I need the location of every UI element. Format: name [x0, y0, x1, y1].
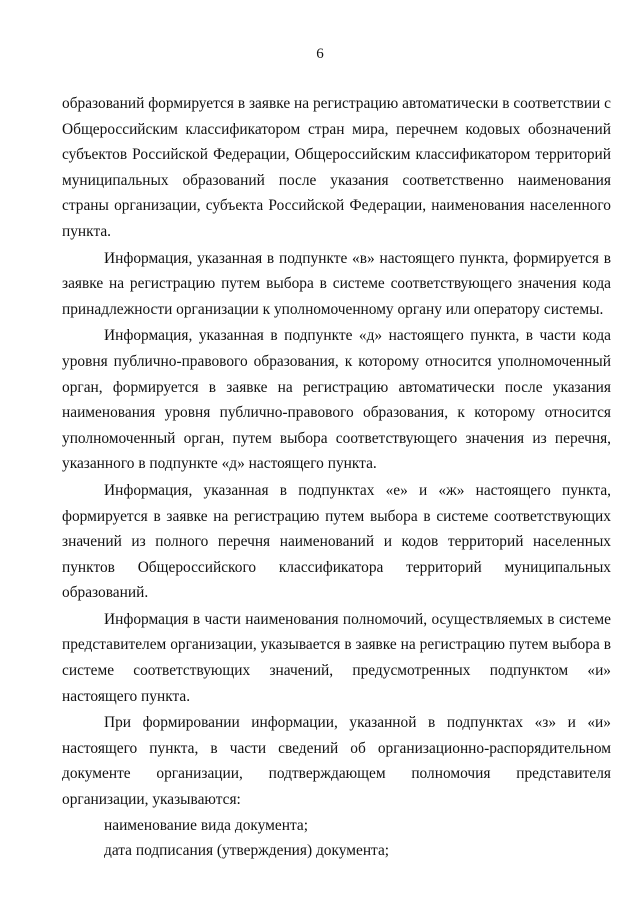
paragraph-subitem-v: Информация, указанная в подпункте «в» настоящего пункта, формируется в заявке на регистрацию путем выбора в системе соответствующего значения кода принадлежности организации к уполномоченному органу или оператору системы. — [62, 249, 611, 318]
document-body — [62, 91, 611, 864]
paragraph-subitems-z-i: При формировании информации, указанной в подпунктах «з» и «и» настоящего пункта, в части сведений об организационно-распорядительном документе организации, подтверждающем полномочия представителя организации, указываются: — [62, 714, 611, 809]
paragraph-subitems-e-zh: Информация, указанная в подпунктах «е» и «ж» настоящего пункта, формируется в заявке на регистрацию путем выбора в системе соответствующих значений из полного перечня наименований и кодов территорий населенных пунктов Общероссийского классификатора территорий муниципальных образований. — [62, 481, 611, 602]
page-number: 6 — [316, 46, 324, 62]
paragraph-subitem-d: Информация, указанная в подпункте «д» настоящего пункта, в части кода уровня публично-правового образования, к которому относится уполномоченный орган, формируется в заявке на регистрацию автоматически после указания наименования уровня публично-правового образования, к которому относится уполномоченный орган, путем выбора соответствующего значения из перечня, указанного в подпункте «д» настоящего пункта. — [62, 327, 611, 473]
list-item: дата подписания (утверждения) документа; — [104, 842, 390, 860]
list-item: наименование вида документа; — [104, 816, 308, 834]
paragraph-powers: Информация в части наименования полномочий, осуществляемых в системе представителем организации, указывается в заявке на регистрацию путем выбора в системе соответствующих значений, предусмотренных подпунктом «и» настоящего пункта. — [62, 610, 611, 705]
paragraph-continuation: образований формируется в заявке на регистрацию автоматически в соответствии с Общероссийским классификатором стран мира, перечнем кодовых обозначений субъектов Российской Федерации, Общероссийским классификатором территорий муниципальных образований после указания соответственно наименования страны организации, субъекта Российской Федерации, наименования населенного пункта. — [62, 95, 611, 240]
